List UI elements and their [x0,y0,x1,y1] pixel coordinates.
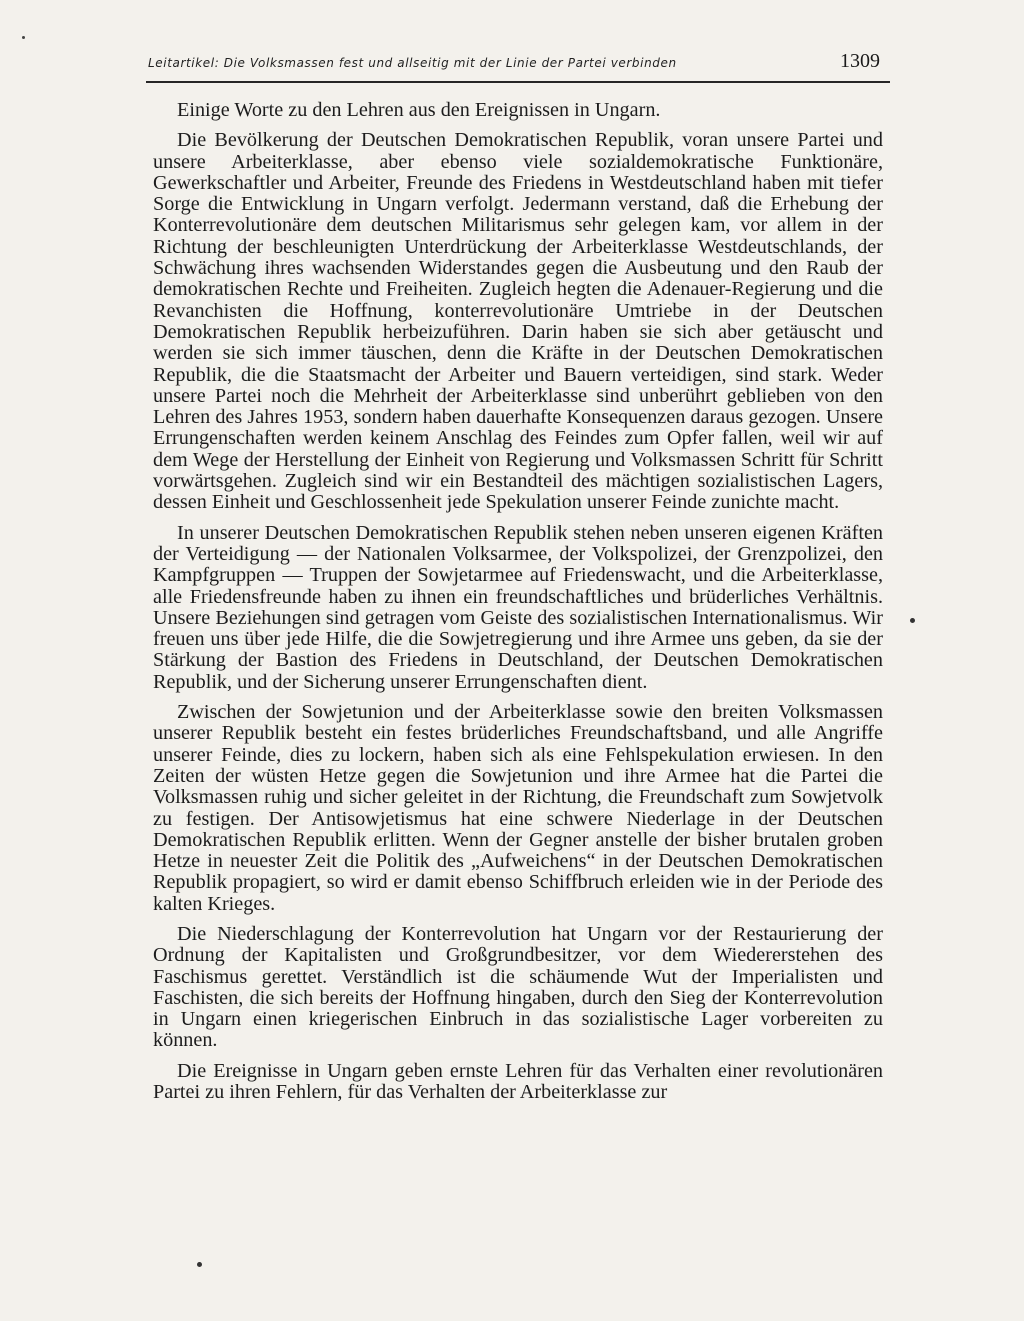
scan-speck [22,36,25,39]
paragraph: Die Ereignisse in Ungarn geben ernste Lehren für das Verhalten einer revolutionären Partei zu ihren Fehlern, für das Verhalten der Arbeiterklasse zur [153,1059,883,1104]
bottom-ink-mark [197,1262,202,1267]
paragraph: In unserer Deutschen Demokratischen Republik stehen neben unseren eigenen Kräften der Verteidigung — der Nationalen Volksarmee, der Volkspolizei, der Grenzpolizei, den Kampfgruppen — Truppen der Sowjetarmee auf Friedenswacht, und die Arbeiterklasse, alle Friedensfreunde haben zu ihnen ein freundschaftliches und brüderliches Verhältnis. Unsere Beziehungen sind getragen vom Geiste des sozialistischen Internationalismus. Wir freuen uns über jede Hilfe, die die Sowjetregierung und ihre Armee uns geben, da sie der Stärkung der Bastion des Friedens in Deutschland, der Deutschen Demokratischen Republik, und der Sicherung unserer Errungenschaften dient. [153,521,883,693]
paragraph: Zwischen der Sowjetunion und der Arbeiterklasse sowie den breiten Volksmassen unserer Republik besteht ein festes brüderliches Freundschaftsband, und alle Angriffe unserer Feinde, dies zu lockern, haben sich als eine Fehlspekulation erwiesen. In den Zeiten der wüsten Hetze gegen die Sowjetunion und ihre Armee hat die Partei die Volksmassen ruhig und sicher geleitet in der Richtung, die Freundschaft zum Sowjetvolk zu festigen. Der Antisowjetismus hat eine schwere Niederlage in der Deutschen Demokratischen Republik erlitten. Wenn der Gegner anstelle der bisher brutalen groben Hetze in neuester Zeit die Politik des „Aufweichens“ in der Deutschen Demokratischen Republik propagiert, so wird er damit ebenso Schiffbruch erleiden wie in der Periode des kalten Krieges. [153,701,883,915]
running-header [148,50,896,78]
margin-ink-mark [910,618,915,623]
paragraph-intro: Einige Worte zu den Lehren aus den Ereignissen in Ungarn. [177,99,661,121]
article-body [153,100,883,1112]
header-rule [146,81,890,83]
paragraph: Die Niederschlagung der Konterrevolution hat Ungarn vor der Restaurierung der Ordnung der Kapitalisten und Großgrundbesitzer, vor dem Wiedererstehen des Faschismus gerettet. Verständlich ist die schäumende Wut der Imperialisten und Faschisten, die sich bereits der Hoffnung hingaben, durch den Sieg der Konterrevolution in Ungarn einen kriegerischen Einbruch in das sozialistische Lager vorbereiten zu können. [153,922,883,1052]
paragraph: Die Bevölkerung der Deutschen Demokratischen Republik, voran unsere Partei und unsere Arbeiterklasse, aber ebenso viele sozialdemokratische Funktionäre, Gewerkschaftler und Arbeiter, Freunde des Friedens in Westdeutschland haben mit tiefer Sorge die Entwicklung in Ungarn verfolgt. Jedermann verstand, daß die Erhebung der Konterrevolutionäre dem deutschen Militarismus sehr gelegen kam, vor allem in der Richtung der beschleunigten Unterdrückung der Arbeiterklasse Westdeutschlands, der Schwächung ihres wachsenden Widerstandes gegen die Ausbeutung und den Raub der demokratischen Rechte und Freiheiten. Zugleich hegten die Adenauer-Regierung und die Revanchisten die Hoffnung, konterrevolutionäre Umtriebe in der Deutschen Demokratischen Republik herbeizuführen. Darin haben sie sich aber getäuscht und werden sie sich immer täuschen, denn die Kräfte in der Deutschen Demokratischen Republik, die die Staatsmacht der Arbeiter und Bauern verteidigen, sind stark. Weder unsere Partei noch die Mehrheit der Arbeiterklasse sind unberührt geblieben von den Lehren des Jahres 1953, sondern haben dauerhafte Konsequenzen daraus gezogen. Unsere Errungenschaften werden keinem Anschlag des Feindes zum Opfer fallen, weil wir auf dem Wege der Herstellung der Einheit von Regierung und Volksmassen Schritt für Schritt vorwärtsgehen. Zugleich sind wir ein Bestandteil des mächtigen sozialistischen Lagers, dessen Einheit und Geschlossenheit jede Spekulation unserer Feinde zunichte macht. [153,129,883,514]
running-title: Leitartikel: Die Volksmassen fest und allseitig mit der Linie der Partei verbinden [148,56,677,70]
page-number: 1309 [840,50,880,72]
